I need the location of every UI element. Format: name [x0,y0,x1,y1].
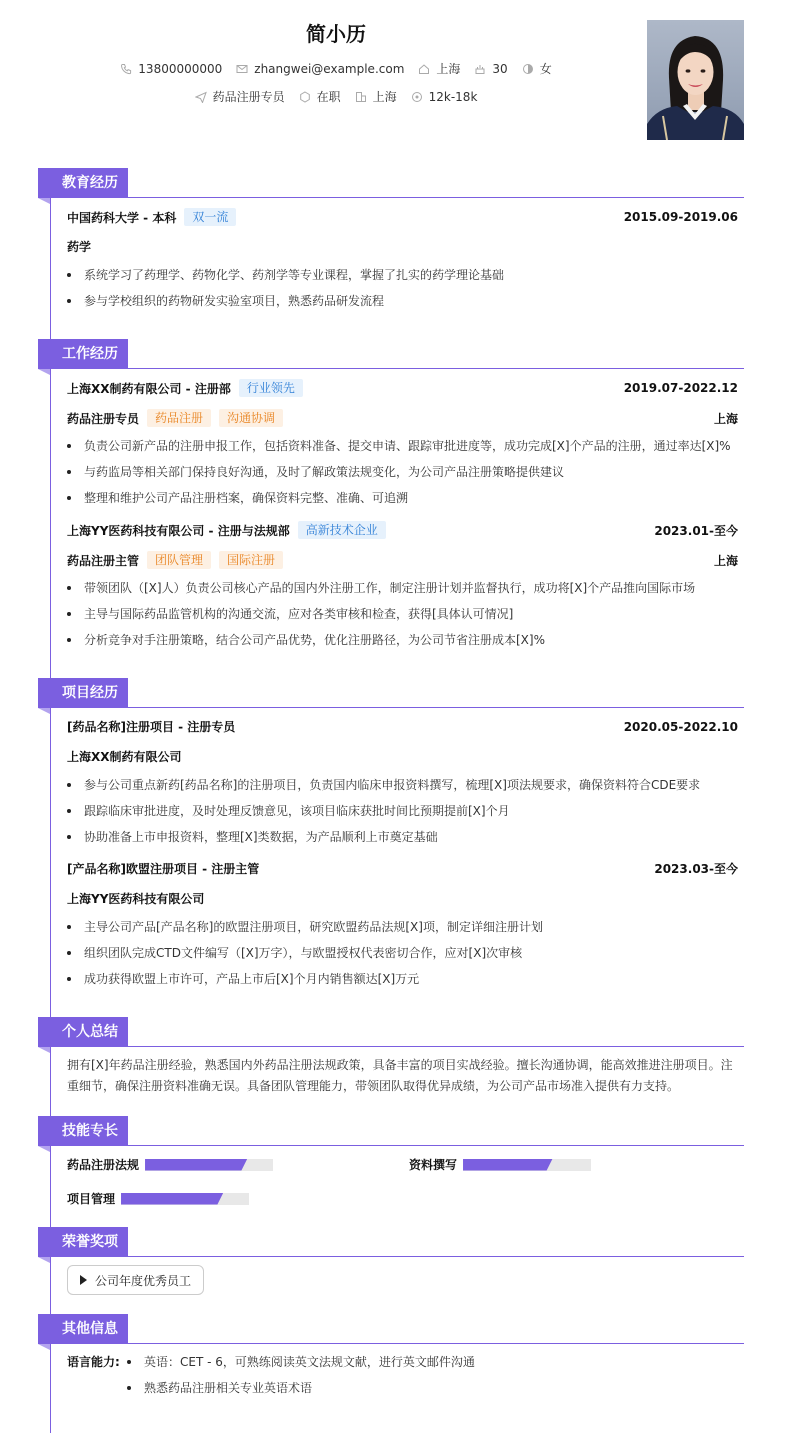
hexagon-icon [299,91,311,103]
list-item: 带领团队（[X]人）负责公司核心产品的国内外注册工作，制定注册计划并监督执行，成功将[X]个产品推向国际市场 [67,575,738,601]
role-name: 药品注册专员 [67,411,140,426]
project-name: [药品名称]注册项目 - 注册专员 [67,720,236,734]
target-city-text: 上海 [372,90,397,104]
education-bullets [67,262,738,314]
section-fold-decoration [38,708,50,714]
list-item: 主导公司产品[产品名称]的欧盟注册项目，研究欧盟药品法规[X]项，制定详细注册计划 [67,914,738,940]
school-name: 中国药科大学 - 本科 [67,210,177,225]
email-info [236,62,404,76]
profile-photo [647,20,744,140]
section-header [38,1017,744,1047]
work-bullets [67,433,738,511]
status-info [299,88,341,105]
project-date: 2023.03-至今 [654,862,738,876]
skill-bar [463,1159,591,1171]
section-title: 荣誉奖项 [38,1227,128,1257]
job-title-text: 药品注册专员 [212,90,285,104]
target-city-info [355,88,397,105]
section-title: 工作经历 [38,339,128,369]
section-header [38,1314,744,1344]
list-item: 参与公司重点新药[药品名称]的注册项目，负责国内临床申报资料撰写，梳理[X]项法规要求，确保资料符合CDE要求 [67,772,738,798]
school-tag: 双一流 [184,208,236,226]
skill-item [67,1190,249,1207]
major-name: 药学 [67,240,92,254]
company-name: 上海XX制药有限公司 - 注册部 [67,381,231,396]
gender-text: 女 [539,62,552,76]
phone-info [120,62,222,76]
list-item: 跟踪临床审批进度，及时处理反馈意见，该项目临床获批时间比预期提前[X]个月 [67,798,738,824]
other-section [38,1314,744,1424]
section-title: 个人总结 [38,1017,128,1047]
skill-name: 项目管理 [67,1192,116,1206]
project-name: [产品名称]欧盟注册项目 - 注册主管 [67,862,260,876]
summary-section [38,1017,744,1102]
list-item: 协助准备上市申报资料，整理[X]类数据，为产品顺利上市奠定基础 [67,824,738,850]
company-tag: 行业领先 [239,379,303,397]
list-item: 整理和维护公司产品注册档案，确保资料完整、准确、可追溯 [67,485,738,511]
section-title: 项目经历 [38,678,128,708]
work-section [38,339,744,664]
work-company-row [67,379,738,397]
skills-section [38,1116,744,1216]
section-title: 技能专长 [38,1116,128,1146]
list-item: 分析竞争对手注册策略，结合公司产品优势，优化注册路径，为公司节省注册成本[X]% [67,627,738,653]
project-bullets [67,914,738,992]
project-title-row [67,860,738,877]
section-fold-decoration [38,369,50,375]
education-major-row [67,238,738,255]
list-item: 成功获得欧盟上市许可，产品上市后[X]个月内销售额达[X]万元 [67,966,738,992]
project-date: 2020.05-2022.10 [623,719,738,734]
role-tag: 团队管理 [147,551,211,569]
work-role-row [67,409,738,427]
skill-item [67,1156,273,1173]
status-text: 在职 [316,90,341,104]
age-info [474,62,507,76]
salary-text: 12k-18k [428,89,478,104]
section-title: 教育经历 [38,168,128,198]
work-date: 2023.01-至今 [654,523,738,538]
send-icon [195,91,207,103]
list-item: 系统学习了药理学、药物化学、药剂学等专业课程，掌握了扎实的药学理论基础 [67,262,738,288]
skill-name: 资料撰写 [409,1158,458,1172]
salary-info [411,90,478,104]
education-date: 2015.09-2019.06 [623,210,738,224]
list-item: 与药监局等相关部门保持良好沟通，及时了解政策法规变化，为公司产品注册策略提供建议 [67,459,738,485]
home-icon [418,63,430,75]
project-title-row [67,718,738,735]
list-item: 参与学校组织的药物研发实验室项目，熟悉药品研发流程 [67,288,738,314]
contact-row [0,60,672,77]
gender-icon [522,63,534,75]
list-item: 组织团队完成CTD文件编写（[X]万字），与欧盟授权代表密切合作，应对[X]次审核 [67,940,738,966]
list-item: 英语：CET - 6，可熟练阅读英文法规文献，进行英文邮件沟通 [127,1349,738,1375]
phone-text: 13800000000 [138,61,223,76]
mail-icon [236,63,248,75]
phone-icon [120,63,132,75]
work-location: 上海 [713,411,738,426]
section-header [38,678,744,708]
cake-icon [474,63,486,75]
award-name: 公司年度优秀员工 [95,1273,192,1288]
section-fold-decoration [38,1344,50,1350]
language-bullets [127,1349,738,1401]
role-tag: 沟通协调 [219,409,283,427]
skill-bar-fill [121,1193,223,1205]
summary-text: 拥有[X]年药品注册经验，熟悉国内外药品注册法规政策，具备丰富的项目实战经验。擅长沟通协调，能高效推进注册项目。注重细节，确保注册资料准确无误。具备团队管理能力，带领团队取得优异成绩，为公司产品市场准入提供有力支持。 [67,1058,733,1093]
education-title-row [67,208,738,226]
building-icon [355,91,367,103]
gender-info [522,60,552,77]
skill-bar [145,1159,273,1171]
role-tag: 国际注册 [219,551,283,569]
section-header [38,339,744,369]
company-name: 上海YY医药科技有限公司 - 注册与法规部 [67,523,290,538]
play-triangle-icon [80,1275,87,1285]
project-company: 上海YY医药科技有限公司 [67,892,205,906]
section-fold-decoration [38,1047,50,1053]
list-item: 熟悉药品注册相关专业英语术语 [127,1375,738,1401]
skill-item [409,1156,591,1173]
language-label: 语言能力: [67,1355,120,1369]
skill-name: 药品注册法规 [67,1158,140,1172]
list-item: 主导与国际药品监管机构的沟通交流，应对各类审核和检查，获得[具体认可情况] [67,601,738,627]
company-tag: 高新技术企业 [298,521,386,539]
awards-section [38,1227,744,1307]
list-item: 负责公司新产品的注册申报工作，包括资料准备、提交申请、跟踪审批进度等，成功完成[X]个产品的注册，通过率达[X]% [67,433,738,459]
section-header [38,1227,744,1257]
role-name: 药品注册主管 [67,553,140,568]
projects-section [38,678,744,998]
skill-bar-fill [463,1159,553,1171]
section-header [38,1116,744,1146]
city-text: 上海 [436,62,461,76]
skill-bar [121,1193,249,1205]
email-text: zhangwei@example.com [254,61,405,76]
project-company-row [67,890,738,907]
work-role-row [67,551,738,569]
coin-icon [411,91,423,103]
resume-header [0,0,794,150]
project-bullets [67,772,738,850]
age-text: 30 [492,61,508,76]
section-fold-decoration [38,1257,50,1263]
work-company-row [67,521,738,539]
section-header [38,168,744,198]
city-info [418,60,460,77]
job-row [0,88,672,105]
project-company: 上海XX制药有限公司 [67,750,182,764]
work-location: 上海 [713,553,738,568]
work-bullets [67,575,738,653]
education-section [38,168,744,318]
section-fold-decoration [38,1146,50,1152]
section-title: 其他信息 [38,1314,128,1344]
section-fold-decoration [38,198,50,204]
role-tag: 药品注册 [147,409,211,427]
job-title-info [195,88,285,105]
work-date: 2019.07-2022.12 [623,381,738,395]
project-company-row [67,748,738,765]
candidate-name: 简小历 [306,22,366,46]
skill-bar-fill [145,1159,247,1171]
award-item[interactable] [67,1265,204,1295]
